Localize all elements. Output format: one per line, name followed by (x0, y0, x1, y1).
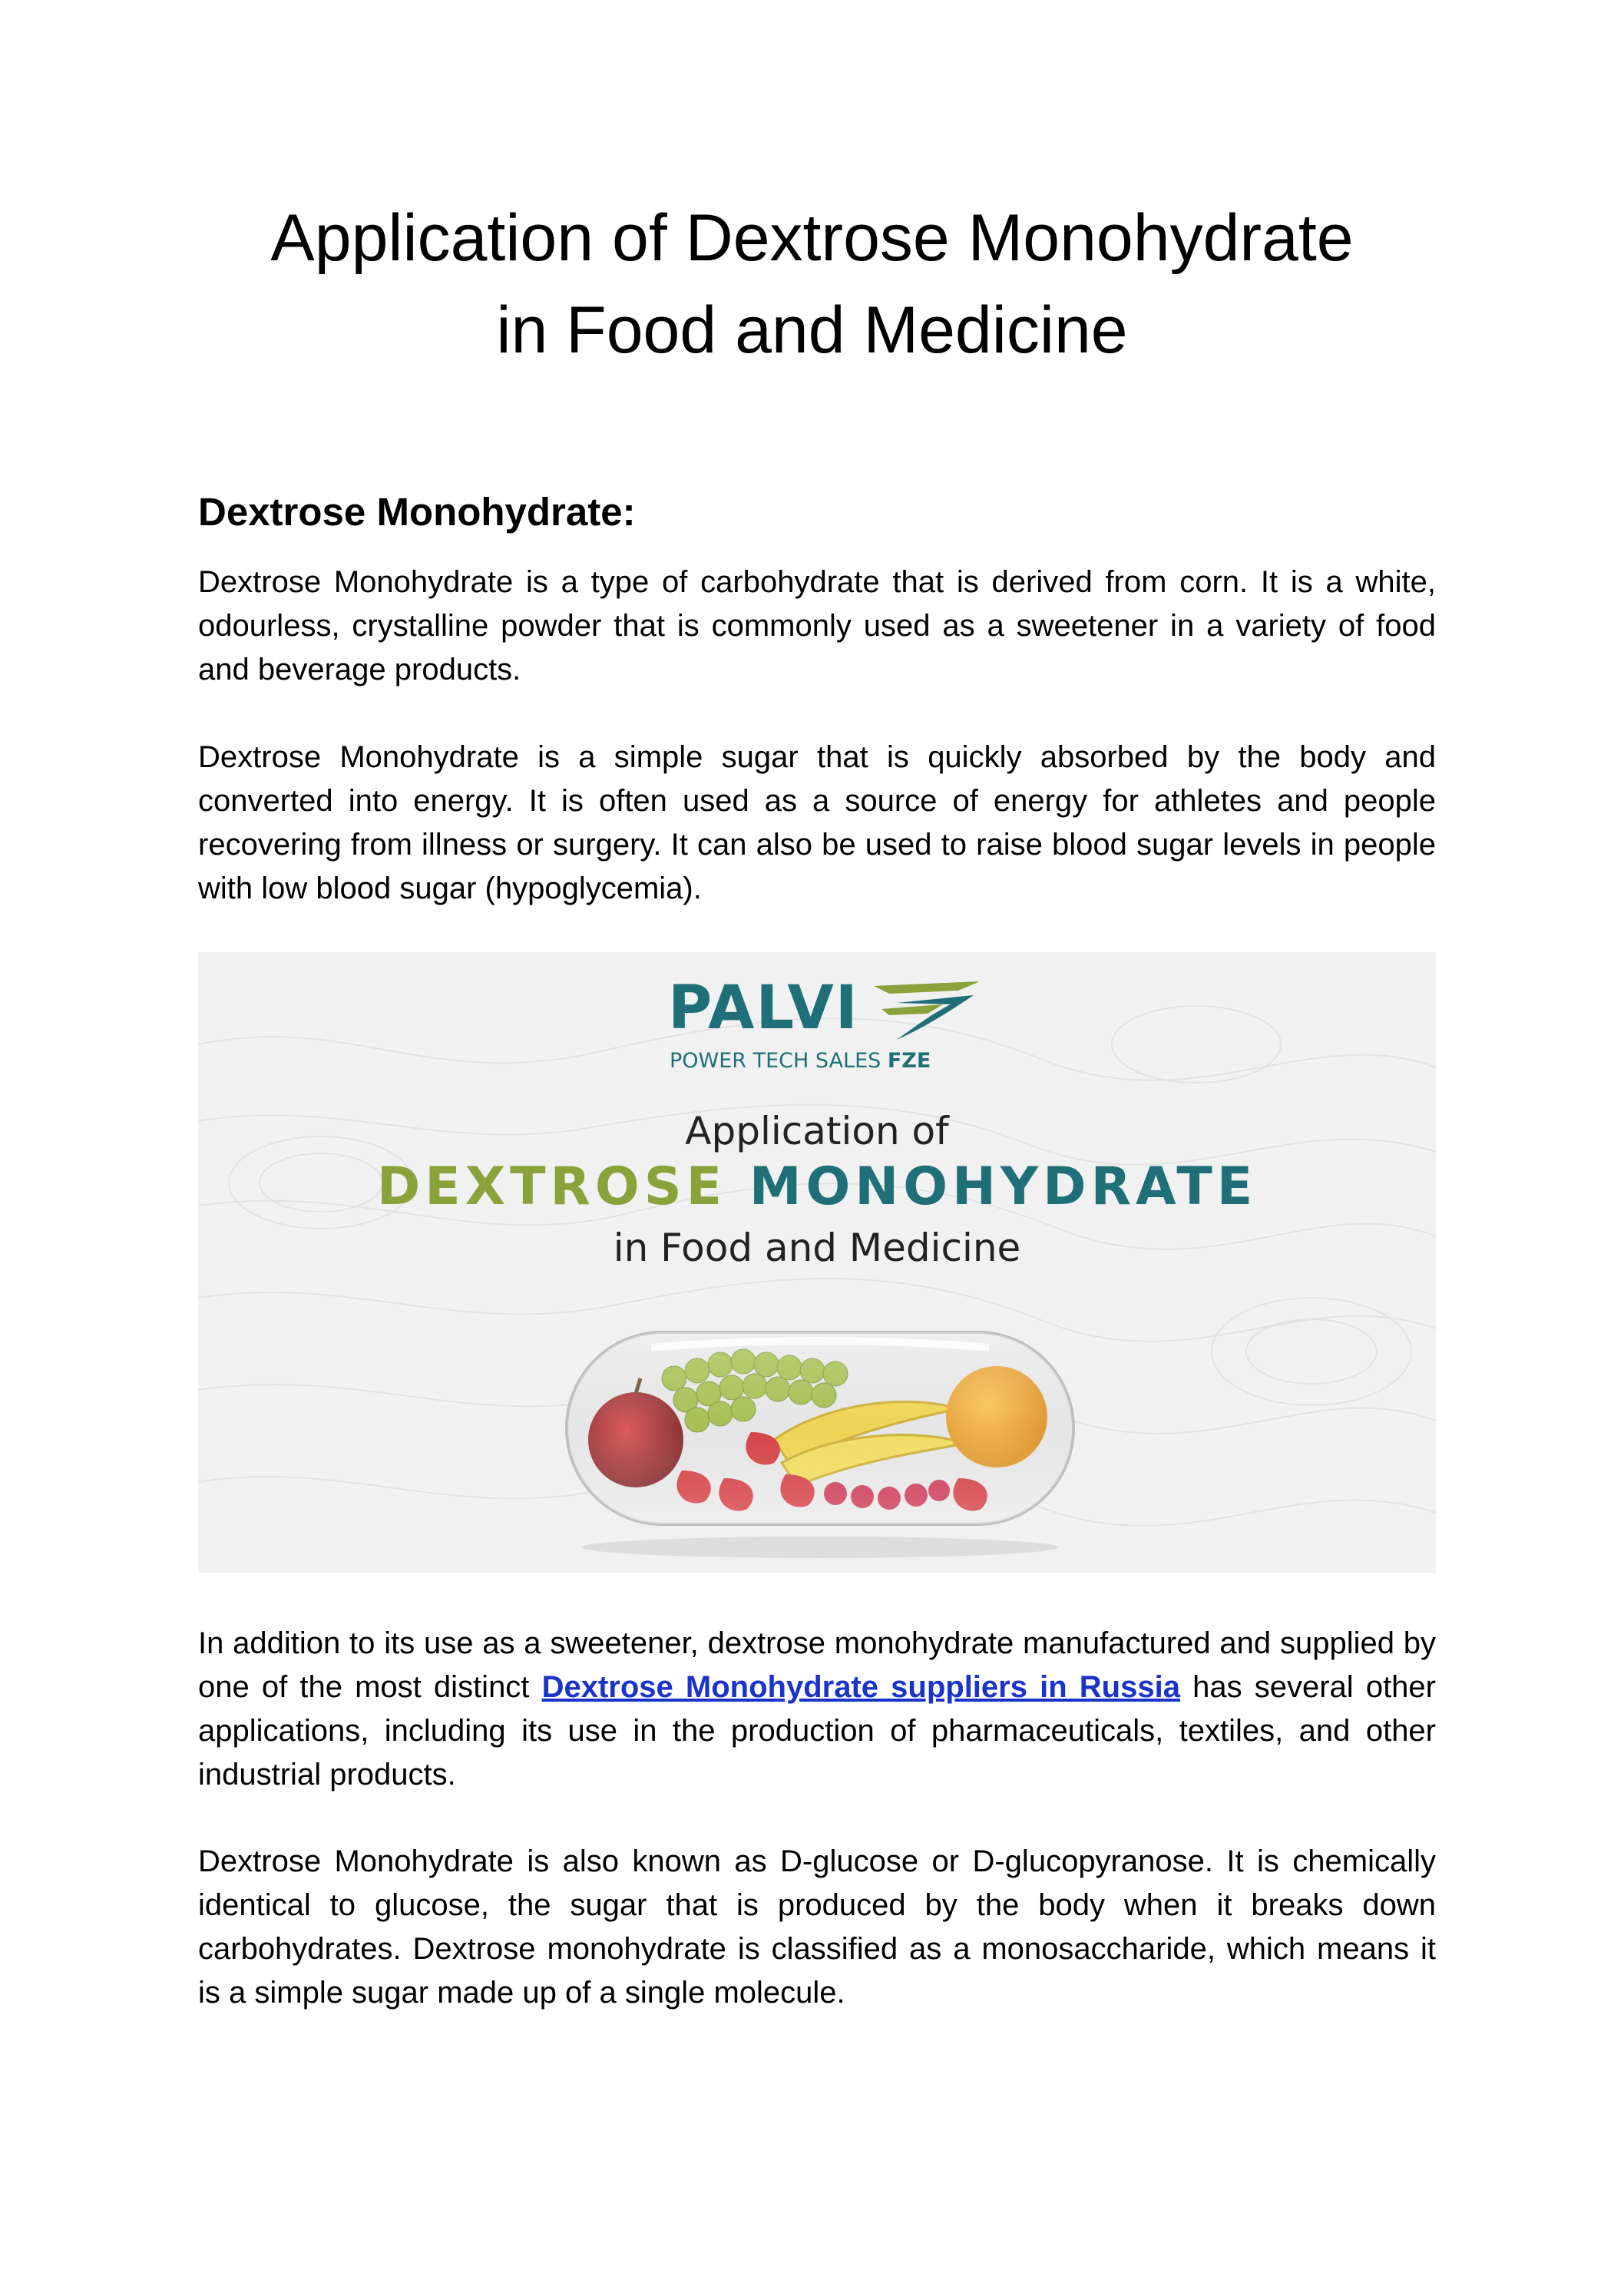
page-title-line-2: in Food and Medicine (496, 293, 1128, 367)
banner-word-dextrose: DEXTROSE (376, 1156, 727, 1217)
paragraph-intro: Dextrose Monohydrate is a type of carbohydrate that is derived from corn. It is a white, odourless, crystalline powder that is commonly used as a sweetener in a variety of food and beverage products. (198, 565, 1436, 686)
banner-word-monohydrate: MONOHYDRATE (749, 1156, 1258, 1217)
banner-heading-line-2 (198, 1155, 1436, 1219)
paragraph-applications: In addition to its use as a sweetener, dextrose monohydrate manufactured and supplied by one of the most distinct Dextrose Monohydrate suppliers in Russia has several other applications, including its use in the production of pharmaceuticals, textiles, and other industrial products. (198, 1626, 1436, 1791)
paragraph-energy: Dextrose Monohydrate is a simple sugar that is quickly absorbed by the body and converted into energy. It is often used as a source of energy for athletes and people recovering from illness or surgery. It can also be used to raise blood sugar levels in people with low blood sugar (hypoglycemia). (198, 740, 1436, 905)
fruit-capsule-image (559, 1317, 1081, 1563)
logo-swoosh-icon (866, 980, 981, 1041)
section-heading: Dextrose Monohydrate: (198, 490, 636, 534)
suppliers-link[interactable]: Dextrose Monohydrate suppliers in Russia (541, 1670, 1180, 1704)
page-title-line-1: Application of Dextrose Monohydrate (270, 201, 1354, 275)
banner-image (198, 952, 1436, 1573)
logo-wordmark: PALVI (668, 974, 859, 1043)
palvi-logo (668, 974, 991, 1074)
paragraph-glucose: Dextrose Monohydrate is also known as D-glucose or D-glucopyranose. It is chemically identical to glucose, the sugar that is produced by the body when it breaks down carbohydrates. Dextrose monohydrate is classified as a monosaccharide, which means it is a simple sugar made up of a single molecule. (198, 1844, 1436, 2010)
banner-heading-line-3: in Food and Medicine (613, 1226, 1021, 1270)
banner-heading-line-1: Application of (685, 1109, 949, 1153)
page-title (154, 192, 1470, 376)
logo-subtitle: POWER TECH SALES FZE (670, 1049, 931, 1073)
